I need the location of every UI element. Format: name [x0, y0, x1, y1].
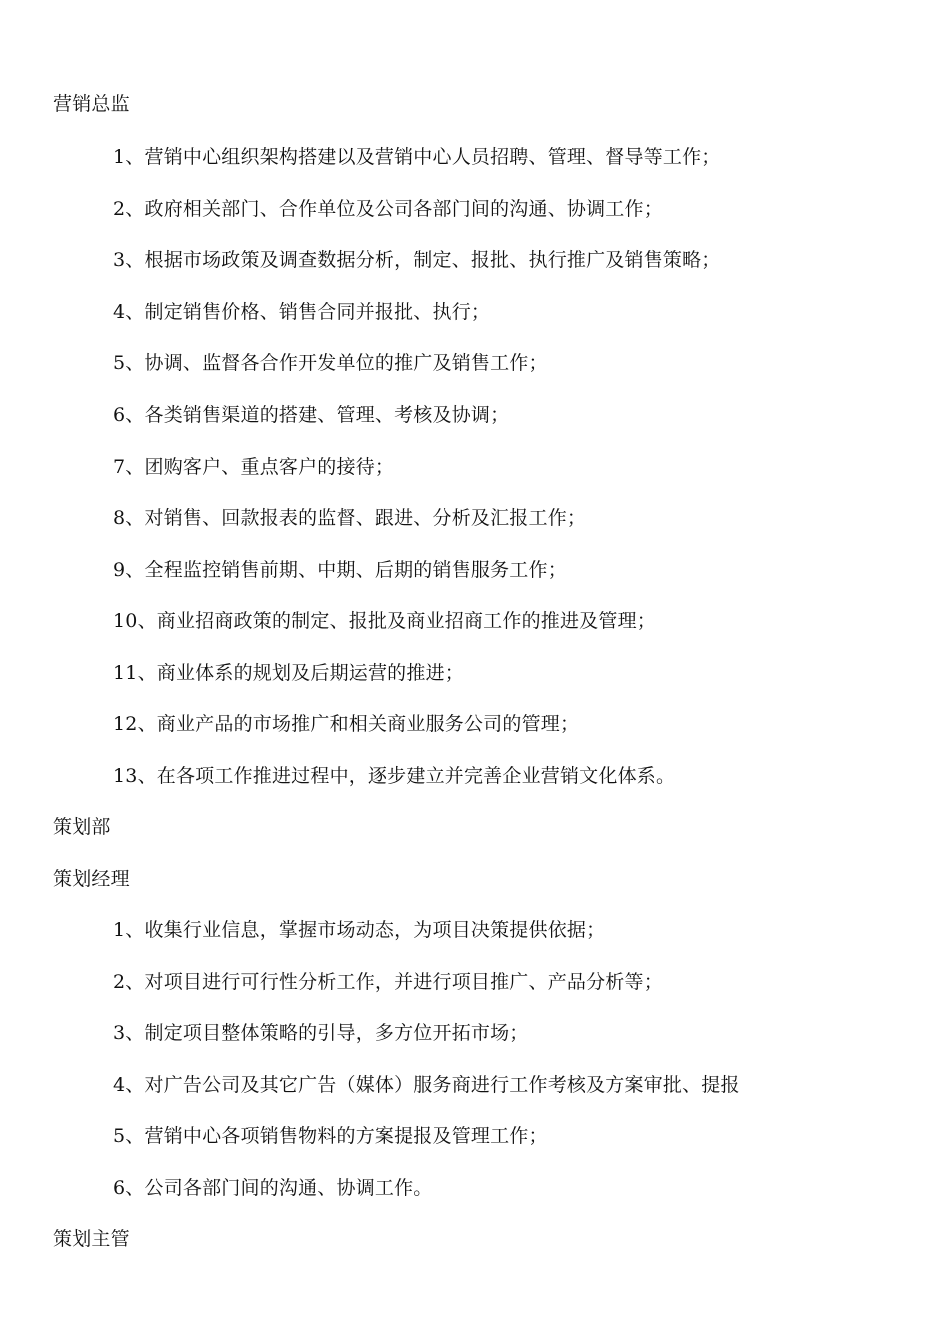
list-item: 8、对销售、回款报表的监督、跟进、分析及汇报工作；	[113, 507, 587, 529]
list-item: 1、营销中心组织架构搭建以及营销中心人员招聘、管理、督导等工作；	[113, 146, 721, 168]
list-item: 5、协调、监督各合作开发单位的推广及销售工作；	[113, 352, 548, 374]
list-item: 5、营销中心各项销售物料的方案提报及管理工作；	[113, 1125, 548, 1147]
list-item: 3、制定项目整体策略的引导，多方位开拓市场；	[113, 1022, 529, 1044]
list-item: 10、商业招商政策的制定、报批及商业招商工作的推进及管理；	[113, 610, 656, 632]
list-item: 11、商业体系的规划及后期运营的推进；	[113, 662, 464, 684]
list-item: 7、团购客户、重点客户的接待；	[113, 456, 395, 478]
list-item: 1、收集行业信息，掌握市场动态，为项目决策提供依据；	[113, 919, 606, 941]
list-item: 12、商业产品的市场推广和相关商业服务公司的管理；	[113, 713, 580, 735]
department-title-planning: 策划部	[53, 816, 111, 838]
list-item: 4、对广告公司及其它广告（媒体）服务商进行工作考核及方案审批、提报	[113, 1074, 740, 1096]
section-title-planning-manager: 策划经理	[53, 868, 130, 890]
section-title-planning-supervisor: 策划主管	[53, 1228, 130, 1250]
list-item: 13、在各项工作推进过程中，逐步建立并完善企业营销文化体系。	[113, 765, 676, 787]
section-title-marketing-director: 营销总监	[53, 93, 130, 115]
list-item: 9、全程监控销售前期、中期、后期的销售服务工作；	[113, 559, 567, 581]
list-item: 4、制定销售价格、销售合同并报批、执行；	[113, 301, 491, 323]
list-item: 6、公司各部门间的沟通、协调工作。	[113, 1177, 433, 1199]
list-item: 2、对项目进行可行性分析工作，并进行项目推广、产品分析等；	[113, 971, 663, 993]
list-item: 2、政府相关部门、合作单位及公司各部门间的沟通、协调工作；	[113, 198, 663, 220]
list-item: 6、各类销售渠道的搭建、管理、考核及协调；	[113, 404, 510, 426]
list-item: 3、根据市场政策及调查数据分析，制定、报批、执行推广及销售策略；	[113, 249, 721, 271]
